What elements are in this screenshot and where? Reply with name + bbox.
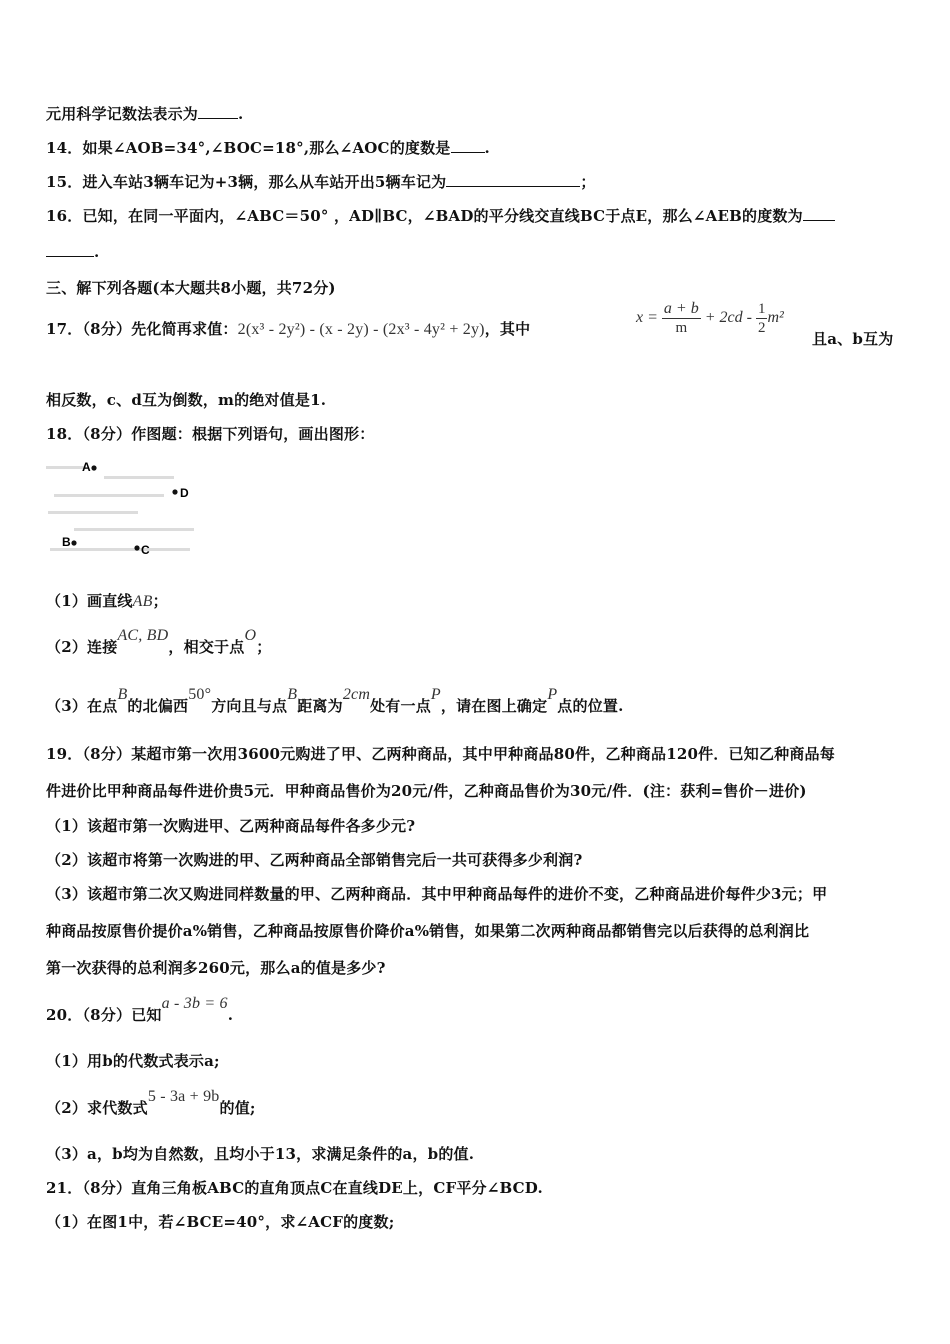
point-c-label: C [141,543,150,557]
q16: 16．已知，在同一平面内，∠ABC＝50° ，AD∥BC，∠BAD的平分线交直线BC于点E，那么∠AEB的度数为 [46,205,835,226]
q14: 14．如果∠AOB=34°,∠BOC=18°,那么∠AOC的度数是 . [46,139,490,157]
q18-points-figure [44,456,204,568]
answer-blank-cont[interactable] [46,242,94,257]
q19-part3-line2: 种商品按原售价提价a%销售，乙种商品按原售价降价a%销售，如果第二次两种商品都销售完以后获得的总利润比 [46,922,810,940]
point-a-label: A [82,460,91,474]
q21-part1: （1）在图1中，若∠BCE=40°，求∠ACF的度数; [46,1213,395,1231]
q20-part3: （3）a，b均为自然数，且均小于13，求满足条件的a，b的值. [46,1145,475,1163]
q17: 17．（8分）先化简再求值：2(x³ - 2y²) - (x - 2y) - (2x³ - 4y² + 2y)，其中 [46,320,531,338]
q18-part1: （1）画直线AB； [46,592,168,610]
answer-blank[interactable] [803,206,835,221]
q18-part2: （2）连接AC, BD，相交于点O； [46,627,272,656]
point-b [71,540,76,545]
point-c [134,545,139,550]
q17-tail: 且a、b互为 [812,330,894,348]
q16-cont: . [46,242,99,261]
q19-part2: （2）该超市将第一次购进的甲、乙两种商品全部销售完后一共可获得多少利润? [46,851,583,869]
q13-tail: 元用科学记数法表示为 . [46,105,244,123]
section-3-heading: 三、解下列各题(本大题共8小题，共72分) [46,279,336,297]
q19-part3-line3: 第一次获得的总利润多260元，那么a的值是多少? [46,959,386,977]
point-d-label: D [180,486,189,500]
q18-part3: （3）在点B的北偏西50°方向且与点B距离为2cm处有一点P，请在图上确定P点的位置. [46,686,624,715]
answer-blank[interactable] [451,138,485,153]
point-b-label: B [62,535,71,549]
q20: 20．（8分）已知a - 3b = 6. [46,995,234,1024]
q17-x-formula: x = $\frac{a + b}{m}$ + 2cd - $\frac{1}{2}$ m² [636,300,784,336]
q17-cont: 相反数，c、d互为倒数，m的绝对值是1. [46,391,327,409]
q20-part2: （2）求代数式5 - 3a + 9b的值; [46,1088,256,1117]
point-a [91,465,96,470]
q18: 18．（8分）作图题：根据下列语句，画出图形： [46,425,375,443]
q19-line2: 件进价比甲种商品每件进价贵5元．甲种商品售价为20元/件，乙种商品售价为30元/件．(注：获利=售价－进价) [46,782,807,800]
answer-blank[interactable] [198,104,238,119]
point-d [172,489,177,494]
q21: 21．（8分）直角三角板ABC的直角顶点C在直线DE上，CF平分∠BCD. [46,1179,543,1197]
q19-line1: 19．（8分）某超市第一次用3600元购进了甲、乙两种商品，其中甲种商品80件，乙种商品120件．已知乙种商品每 [46,745,835,763]
q15: 15．进入车站3辆车记为+3辆，那么从车站开出5辆车记为 ； [46,173,596,191]
q20-part1: （1）用b的代数式表示a; [46,1052,220,1070]
q19-part1: （1）该超市第一次购进甲、乙两种商品每件各多少元? [46,817,416,835]
q19-part3-line1: （3）该超市第二次又购进同样数量的甲、乙两种商品．其中甲种商品每件的进价不变，乙种商品进价每件少3元；甲 [46,885,828,903]
answer-blank[interactable] [446,172,580,187]
